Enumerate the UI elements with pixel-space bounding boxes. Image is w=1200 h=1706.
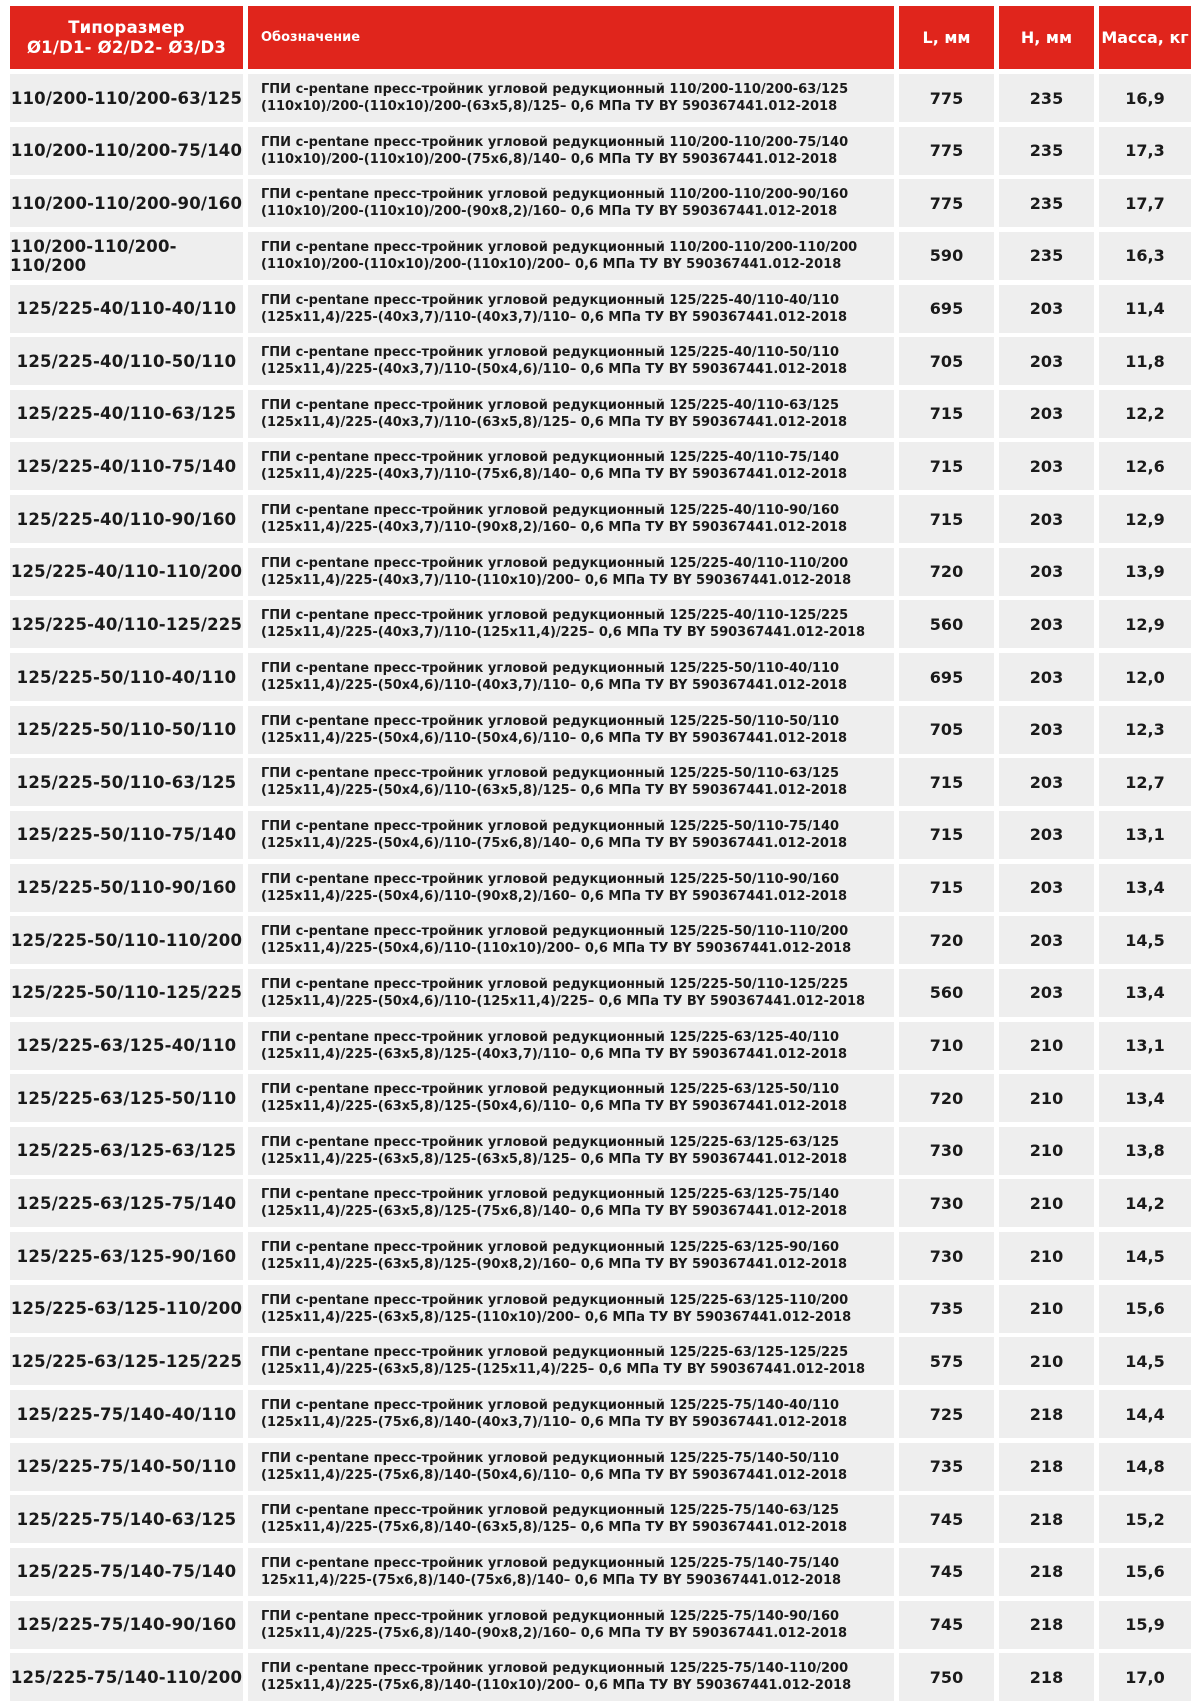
- table-row: [10, 495, 1191, 543]
- cell-height: 218: [999, 1601, 1094, 1649]
- designation-line-2: (125x11,4)/225-(40x3,7)/110-(75x6,8)/140– 0,6 МПа ТУ BY 590367441.012-2018: [261, 467, 848, 483]
- cell-mass: 14,4: [1099, 1390, 1191, 1438]
- cell-designation: [248, 442, 894, 490]
- cell-length: 715: [899, 495, 994, 543]
- designation-line-1: ГПИ c-pentane пресс-тройник угловой редукционный 125/225-40/110-110/200: [261, 555, 849, 571]
- header-size-line1: Типоразмер: [68, 17, 185, 37]
- designation-line-2: (125x11,4)/225-(63x5,8)/125-(50x4,6)/110– 0,6 МПа ТУ BY 590367441.012-2018: [261, 1099, 848, 1115]
- cell-mass: 13,8: [1099, 1127, 1191, 1175]
- cell-length: 590: [899, 232, 994, 280]
- table-row: [10, 1232, 1191, 1280]
- cell-height: 203: [999, 442, 1094, 490]
- cell-length: 730: [899, 1179, 994, 1227]
- cell-designation: [248, 864, 894, 912]
- cell-designation: [248, 1601, 894, 1649]
- cell-size: 110/200-110/200-63/125: [10, 74, 243, 122]
- cell-length: 775: [899, 127, 994, 175]
- designation-line-1: ГПИ c-pentane пресс-тройник угловой редукционный 125/225-63/125-40/110: [261, 1029, 840, 1045]
- cell-height: 203: [999, 969, 1094, 1017]
- designation-line-1: ГПИ c-pentane пресс-тройник угловой редукционный 125/225-75/140-40/110: [261, 1398, 840, 1414]
- table-row: [10, 74, 1191, 122]
- cell-designation: [248, 1390, 894, 1438]
- designation-line-2: 125x11,4)/225-(75x6,8)/140-(75x6,8)/140– 0,6 МПа ТУ BY 590367441.012-2018: [261, 1572, 842, 1588]
- cell-length: 715: [899, 864, 994, 912]
- cell-length: 560: [899, 969, 994, 1017]
- cell-designation: [248, 285, 894, 333]
- cell-designation: [248, 1495, 894, 1543]
- cell-length: 695: [899, 285, 994, 333]
- cell-designation: [248, 1232, 894, 1280]
- designation-line-2: (125x11,4)/225-(40x3,7)/110-(50x4,6)/110– 0,6 МПа ТУ BY 590367441.012-2018: [261, 362, 848, 378]
- cell-height: 203: [999, 916, 1094, 964]
- cell-length: 750: [899, 1653, 994, 1701]
- cell-designation: [248, 74, 894, 122]
- cell-size: 125/225-50/110-50/110: [10, 706, 243, 754]
- cell-designation: [248, 232, 894, 280]
- designation-line-1: ГПИ c-pentane пресс-тройник угловой редукционный 125/225-40/110-40/110: [261, 292, 840, 308]
- cell-height: 210: [999, 1232, 1094, 1280]
- cell-height: 203: [999, 285, 1094, 333]
- cell-height: 218: [999, 1548, 1094, 1596]
- cell-mass: 15,6: [1099, 1285, 1191, 1333]
- cell-designation: [248, 1337, 894, 1385]
- cell-mass: 15,2: [1099, 1495, 1191, 1543]
- cell-length: 720: [899, 548, 994, 596]
- cell-mass: 14,8: [1099, 1443, 1191, 1491]
- table-row: [10, 179, 1191, 227]
- designation-line-1: ГПИ c-pentane пресс-тройник угловой редукционный 125/225-63/125-63/125: [261, 1134, 840, 1150]
- designation-line-1: ГПИ c-pentane пресс-тройник угловой редукционный 125/225-40/110-50/110: [261, 345, 840, 361]
- cell-length: 720: [899, 916, 994, 964]
- header-length: L, мм: [899, 6, 994, 69]
- cell-height: 218: [999, 1653, 1094, 1701]
- designation-line-1: ГПИ c-pentane пресс-тройник угловой редукционный 125/225-75/140-110/200: [261, 1661, 849, 1677]
- designation-line-1: ГПИ c-pentane пресс-тройник угловой редукционный 110/200-110/200-110/200: [261, 239, 858, 255]
- table-row: [10, 285, 1191, 333]
- cell-size: 125/225-75/140-63/125: [10, 1495, 243, 1543]
- cell-mass: 16,9: [1099, 74, 1191, 122]
- table-row: [10, 864, 1191, 912]
- designation-line-1: ГПИ c-pentane пресс-тройник угловой редукционный 125/225-63/125-75/140: [261, 1187, 840, 1203]
- designation-line-1: ГПИ c-pentane пресс-тройник угловой редукционный 125/225-75/140-50/110: [261, 1450, 840, 1466]
- cell-height: 210: [999, 1285, 1094, 1333]
- table-row: [10, 1653, 1191, 1701]
- cell-designation: [248, 1285, 894, 1333]
- cell-designation: [248, 495, 894, 543]
- table-row: [10, 1285, 1191, 1333]
- designation-line-2: (125x11,4)/225-(50x4,6)/110-(40x3,7)/110– 0,6 МПа ТУ BY 590367441.012-2018: [261, 678, 848, 694]
- cell-length: 720: [899, 1074, 994, 1122]
- cell-mass: 12,2: [1099, 390, 1191, 438]
- cell-size: 125/225-63/125-50/110: [10, 1074, 243, 1122]
- cell-designation: [248, 600, 894, 648]
- cell-designation: [248, 1443, 894, 1491]
- cell-length: 730: [899, 1232, 994, 1280]
- designation-line-1: ГПИ c-pentane пресс-тройник угловой редукционный 125/225-63/125-90/160: [261, 1240, 840, 1256]
- header-mass: Масса, кг: [1099, 6, 1191, 69]
- cell-size: 125/225-63/125-110/200: [10, 1285, 243, 1333]
- cell-length: 560: [899, 600, 994, 648]
- cell-length: 715: [899, 390, 994, 438]
- designation-line-1: ГПИ c-pentane пресс-тройник угловой редукционный 125/225-75/140-63/125: [261, 1503, 840, 1519]
- cell-designation: [248, 548, 894, 596]
- cell-height: 203: [999, 758, 1094, 806]
- cell-mass: 13,9: [1099, 548, 1191, 596]
- table-row: [10, 1495, 1191, 1543]
- cell-size: 125/225-50/110-40/110: [10, 653, 243, 701]
- cell-mass: 12,6: [1099, 442, 1191, 490]
- cell-height: 210: [999, 1179, 1094, 1227]
- cell-length: 775: [899, 74, 994, 122]
- cell-size: 110/200-110/200-110/200: [10, 232, 243, 280]
- designation-line-1: ГПИ c-pentane пресс-тройник угловой редукционный 110/200-110/200-63/125: [261, 82, 849, 97]
- table-row: [10, 1443, 1191, 1491]
- cell-designation: [248, 916, 894, 964]
- cell-designation: [248, 127, 894, 175]
- cell-mass: 14,2: [1099, 1179, 1191, 1227]
- designation-line-1: ГПИ c-pentane пресс-тройник угловой редукционный 125/225-50/110-90/160: [261, 871, 840, 887]
- designation-line-2: (125x11,4)/225-(40x3,7)/110-(110x10)/200– 0,6 МПа ТУ BY 590367441.012-2018: [261, 572, 852, 588]
- table-row: [10, 600, 1191, 648]
- cell-mass: 15,6: [1099, 1548, 1191, 1596]
- cell-mass: 13,4: [1099, 969, 1191, 1017]
- cell-size: 125/225-63/125-40/110: [10, 1022, 243, 1070]
- table-row: [10, 1337, 1191, 1385]
- cell-mass: 17,7: [1099, 179, 1191, 227]
- product-table: [10, 6, 1191, 1706]
- cell-designation: [248, 1548, 894, 1596]
- cell-size: 125/225-40/110-50/110: [10, 337, 243, 385]
- table-row: [10, 969, 1191, 1017]
- cell-designation: [248, 1022, 894, 1070]
- cell-size: 125/225-50/110-110/200: [10, 916, 243, 964]
- designation-line-1: ГПИ c-pentane пресс-тройник угловой редукционный 125/225-50/110-50/110: [261, 713, 840, 729]
- cell-height: 203: [999, 811, 1094, 859]
- cell-mass: 13,4: [1099, 1074, 1191, 1122]
- designation-line-2: (125x11,4)/225-(40x3,7)/110-(90x8,2)/160– 0,6 МПа ТУ BY 590367441.012-2018: [261, 520, 848, 536]
- designation-line-1: ГПИ c-pentane пресс-тройник угловой редукционный 125/225-40/110-75/140: [261, 450, 840, 466]
- cell-size: 125/225-75/140-110/200: [10, 1653, 243, 1701]
- cell-length: 730: [899, 1127, 994, 1175]
- cell-height: 203: [999, 495, 1094, 543]
- table-row: [10, 653, 1191, 701]
- designation-line-2: (125x11,4)/225-(40x3,7)/110-(40x3,7)/110– 0,6 МПа ТУ BY 590367441.012-2018: [261, 309, 848, 325]
- table-row: [10, 548, 1191, 596]
- cell-mass: 11,8: [1099, 337, 1191, 385]
- cell-mass: 17,0: [1099, 1653, 1191, 1701]
- designation-line-2: (125x11,4)/225-(63x5,8)/125-(63x5,8)/125– 0,6 МПа ТУ BY 590367441.012-2018: [261, 1151, 848, 1167]
- cell-height: 218: [999, 1390, 1094, 1438]
- cell-height: 210: [999, 1022, 1094, 1070]
- cell-designation: [248, 1127, 894, 1175]
- cell-mass: 17,3: [1099, 127, 1191, 175]
- cell-mass: 16,3: [1099, 232, 1191, 280]
- designation-line-2: (125x11,4)/225-(63x5,8)/125-(125x11,4)/225– 0,6 МПа ТУ BY 590367441.012-2018: [261, 1362, 866, 1378]
- designation-line-1: ГПИ c-pentane пресс-тройник угловой редукционный 125/225-50/110-110/200: [261, 924, 849, 940]
- cell-designation: [248, 706, 894, 754]
- designation-line-1: ГПИ c-pentane пресс-тройник угловой редукционный 125/225-50/110-63/125: [261, 766, 840, 782]
- cell-size: 125/225-40/110-125/225: [10, 600, 243, 648]
- cell-height: 203: [999, 864, 1094, 912]
- cell-designation: [248, 337, 894, 385]
- cell-height: 235: [999, 179, 1094, 227]
- designation-line-1: ГПИ c-pentane пресс-тройник угловой редукционный 110/200-110/200-90/160: [261, 187, 849, 203]
- table-body: [10, 74, 1191, 1701]
- designation-line-1: ГПИ c-pentane пресс-тройник угловой редукционный 125/225-40/110-125/225: [261, 608, 849, 624]
- table-row: [10, 1601, 1191, 1649]
- cell-height: 235: [999, 127, 1094, 175]
- cell-height: 203: [999, 653, 1094, 701]
- table-row: [10, 127, 1191, 175]
- cell-size: 125/225-63/125-75/140: [10, 1179, 243, 1227]
- designation-line-1: ГПИ c-pentane пресс-тройник угловой редукционный 125/225-40/110-63/125: [261, 397, 840, 413]
- cell-length: 735: [899, 1443, 994, 1491]
- designation-line-2: (125x11,4)/225-(50x4,6)/110-(75x6,8)/140– 0,6 МПа ТУ BY 590367441.012-2018: [261, 835, 848, 851]
- designation-line-2: (125x11,4)/225-(40x3,7)/110-(125x11,4)/225– 0,6 МПа ТУ BY 590367441.012-2018: [261, 625, 866, 641]
- table-header: [10, 6, 1191, 69]
- cell-height: 210: [999, 1074, 1094, 1122]
- cell-mass: 12,7: [1099, 758, 1191, 806]
- designation-line-2: (125x11,4)/225-(50x4,6)/110-(110x10)/200– 0,6 МПа ТУ BY 590367441.012-2018: [261, 941, 852, 957]
- cell-size: 125/225-63/125-125/225: [10, 1337, 243, 1385]
- designation-line-2: (110x10)/200-(110x10)/200-(63x5,8)/125– 0,6 МПа ТУ BY 590367441.012-2018: [261, 99, 838, 114]
- designation-line-1: ГПИ c-pentane пресс-тройник угловой редукционный 125/225-50/110-75/140: [261, 818, 840, 834]
- cell-size: 125/225-40/110-90/160: [10, 495, 243, 543]
- cell-size: 125/225-63/125-63/125: [10, 1127, 243, 1175]
- cell-length: 705: [899, 706, 994, 754]
- cell-size: 125/225-50/110-90/160: [10, 864, 243, 912]
- cell-mass: 15,9: [1099, 1601, 1191, 1649]
- cell-mass: 12,9: [1099, 600, 1191, 648]
- designation-line-2: (125x11,4)/225-(75x6,8)/140-(63x5,8)/125– 0,6 МПа ТУ BY 590367441.012-2018: [261, 1520, 848, 1536]
- cell-size: 125/225-40/110-40/110: [10, 285, 243, 333]
- table-row: [10, 1548, 1191, 1596]
- cell-designation: [248, 1074, 894, 1122]
- cell-size: 125/225-75/140-50/110: [10, 1443, 243, 1491]
- cell-designation: [248, 1179, 894, 1227]
- cell-height: 210: [999, 1127, 1094, 1175]
- designation-line-2: (125x11,4)/225-(63x5,8)/125-(40x3,7)/110– 0,6 МПа ТУ BY 590367441.012-2018: [261, 1046, 848, 1062]
- cell-size: 125/225-40/110-110/200: [10, 548, 243, 596]
- designation-line-1: ГПИ c-pentane пресс-тройник угловой редукционный 125/225-63/125-110/200: [261, 1292, 849, 1308]
- designation-line-2: (125x11,4)/225-(50x4,6)/110-(125x11,4)/225– 0,6 МПа ТУ BY 590367441.012-2018: [261, 993, 866, 1009]
- cell-mass: 13,1: [1099, 811, 1191, 859]
- cell-size: 125/225-50/110-75/140: [10, 811, 243, 859]
- cell-mass: 13,1: [1099, 1022, 1191, 1070]
- cell-length: 745: [899, 1548, 994, 1596]
- cell-size: 125/225-50/110-63/125: [10, 758, 243, 806]
- table-row: [10, 390, 1191, 438]
- cell-height: 218: [999, 1443, 1094, 1491]
- cell-designation: [248, 1653, 894, 1701]
- cell-height: 203: [999, 390, 1094, 438]
- cell-length: 710: [899, 1022, 994, 1070]
- cell-height: 235: [999, 232, 1094, 280]
- designation-line-2: (110x10)/200-(110x10)/200-(110x10)/200– 0,6 МПа ТУ BY 590367441.012-2018: [261, 256, 842, 272]
- designation-line-2: (125x11,4)/225-(63x5,8)/125-(110x10)/200– 0,6 МПа ТУ BY 590367441.012-2018: [261, 1309, 852, 1325]
- cell-size: 125/225-63/125-90/160: [10, 1232, 243, 1280]
- cell-designation: [248, 811, 894, 859]
- cell-height: 203: [999, 548, 1094, 596]
- table-row: [10, 1390, 1191, 1438]
- header-height: H, мм: [999, 6, 1094, 69]
- table-row: [10, 916, 1191, 964]
- designation-line-2: (125x11,4)/225-(75x6,8)/140-(40x3,7)/110– 0,6 МПа ТУ BY 590367441.012-2018: [261, 1415, 848, 1431]
- designation-line-2: (125x11,4)/225-(75x6,8)/140-(110x10)/200– 0,6 МПа ТУ BY 590367441.012-2018: [261, 1678, 852, 1694]
- table-row: [10, 1074, 1191, 1122]
- table-row: [10, 337, 1191, 385]
- table-row: [10, 706, 1191, 754]
- cell-length: 715: [899, 758, 994, 806]
- cell-length: 735: [899, 1285, 994, 1333]
- cell-mass: 11,4: [1099, 285, 1191, 333]
- table-row: [10, 811, 1191, 859]
- cell-size: 125/225-40/110-75/140: [10, 442, 243, 490]
- designation-line-1: ГПИ c-pentane пресс-тройник угловой редукционный 125/225-50/110-40/110: [261, 661, 840, 677]
- designation-line-2: (125x11,4)/225-(63x5,8)/125-(75x6,8)/140– 0,6 МПа ТУ BY 590367441.012-2018: [261, 1204, 848, 1220]
- cell-length: 725: [899, 1390, 994, 1438]
- cell-mass: 14,5: [1099, 1232, 1191, 1280]
- designation-line-2: (125x11,4)/225-(40x3,7)/110-(63x5,8)/125– 0,6 МПа ТУ BY 590367441.012-2018: [261, 414, 848, 430]
- designation-line-1: ГПИ c-pentane пресс-тройник угловой редукционный 125/225-63/125-125/225: [261, 1345, 849, 1361]
- cell-size: 125/225-75/140-40/110: [10, 1390, 243, 1438]
- cell-designation: [248, 653, 894, 701]
- designation-line-2: (125x11,4)/225-(75x6,8)/140-(50x4,6)/110– 0,6 МПа ТУ BY 590367441.012-2018: [261, 1467, 848, 1483]
- cell-size: 110/200-110/200-75/140: [10, 127, 243, 175]
- table-row: [10, 1022, 1191, 1070]
- designation-line-1: ГПИ c-pentane пресс-тройник угловой редукционный 125/225-40/110-90/160: [261, 503, 840, 519]
- table-row: [10, 1127, 1191, 1175]
- cell-length: 695: [899, 653, 994, 701]
- cell-designation: [248, 758, 894, 806]
- designation-line-2: (125x11,4)/225-(63x5,8)/125-(90x8,2)/160– 0,6 МПа ТУ BY 590367441.012-2018: [261, 1257, 848, 1273]
- designation-line-2: (125x11,4)/225-(75x6,8)/140-(90x8,2)/160– 0,6 МПа ТУ BY 590367441.012-2018: [261, 1625, 848, 1641]
- cell-height: 218: [999, 1495, 1094, 1543]
- cell-length: 745: [899, 1495, 994, 1543]
- cell-height: 203: [999, 706, 1094, 754]
- table-row: [10, 1179, 1191, 1227]
- designation-line-1: ГПИ c-pentane пресс-тройник угловой редукционный 125/225-75/140-90/160: [261, 1608, 840, 1624]
- designation-line-1: ГПИ c-pentane пресс-тройник угловой редукционный 125/225-75/140-75/140: [261, 1555, 840, 1571]
- cell-height: 235: [999, 74, 1094, 122]
- cell-length: 715: [899, 811, 994, 859]
- table-row: [10, 758, 1191, 806]
- cell-mass: 14,5: [1099, 1337, 1191, 1385]
- table-row: [10, 232, 1191, 280]
- header-designation: Обозначение: [248, 6, 894, 69]
- cell-height: 203: [999, 337, 1094, 385]
- table-row: [10, 442, 1191, 490]
- cell-mass: 13,4: [1099, 864, 1191, 912]
- cell-size: 125/225-75/140-75/140: [10, 1548, 243, 1596]
- designation-line-1: ГПИ c-pentane пресс-тройник угловой редукционный 125/225-63/125-50/110: [261, 1082, 840, 1098]
- cell-height: 203: [999, 600, 1094, 648]
- cell-mass: 14,5: [1099, 916, 1191, 964]
- cell-length: 575: [899, 1337, 994, 1385]
- cell-mass: 12,3: [1099, 706, 1191, 754]
- cell-size: 125/225-75/140-90/160: [10, 1601, 243, 1649]
- designation-line-1: ГПИ c-pentane пресс-тройник угловой редукционный 125/225-50/110-125/225: [261, 976, 849, 992]
- cell-height: 210: [999, 1337, 1094, 1385]
- cell-size: 125/225-50/110-125/225: [10, 969, 243, 1017]
- designation-line-1: ГПИ c-pentane пресс-тройник угловой редукционный 110/200-110/200-75/140: [261, 134, 849, 150]
- cell-mass: 12,0: [1099, 653, 1191, 701]
- cell-designation: [248, 969, 894, 1017]
- designation-line-2: (110x10)/200-(110x10)/200-(90x8,2)/160– 0,6 МПа ТУ BY 590367441.012-2018: [261, 204, 838, 220]
- cell-size: 125/225-40/110-63/125: [10, 390, 243, 438]
- cell-designation: [248, 390, 894, 438]
- designation-line-2: (125x11,4)/225-(50x4,6)/110-(63x5,8)/125– 0,6 МПа ТУ BY 590367441.012-2018: [261, 783, 848, 799]
- cell-length: 715: [899, 442, 994, 490]
- cell-size: 110/200-110/200-90/160: [10, 179, 243, 227]
- cell-length: 705: [899, 337, 994, 385]
- cell-length: 775: [899, 179, 994, 227]
- designation-line-2: (125x11,4)/225-(50x4,6)/110-(50x4,6)/110– 0,6 МПа ТУ BY 590367441.012-2018: [261, 730, 848, 746]
- designation-line-2: (125x11,4)/225-(50x4,6)/110-(90x8,2)/160– 0,6 МПа ТУ BY 590367441.012-2018: [261, 888, 848, 904]
- cell-length: 745: [899, 1601, 994, 1649]
- cell-mass: 12,9: [1099, 495, 1191, 543]
- cell-designation: [248, 179, 894, 227]
- header-size-line2: Ø1/D1- Ø2/D2- Ø3/D3: [26, 37, 227, 57]
- designation-line-2: (110x10)/200-(110x10)/200-(75x6,8)/140– 0,6 МПа ТУ BY 590367441.012-2018: [261, 151, 838, 167]
- header-size: [10, 6, 243, 69]
